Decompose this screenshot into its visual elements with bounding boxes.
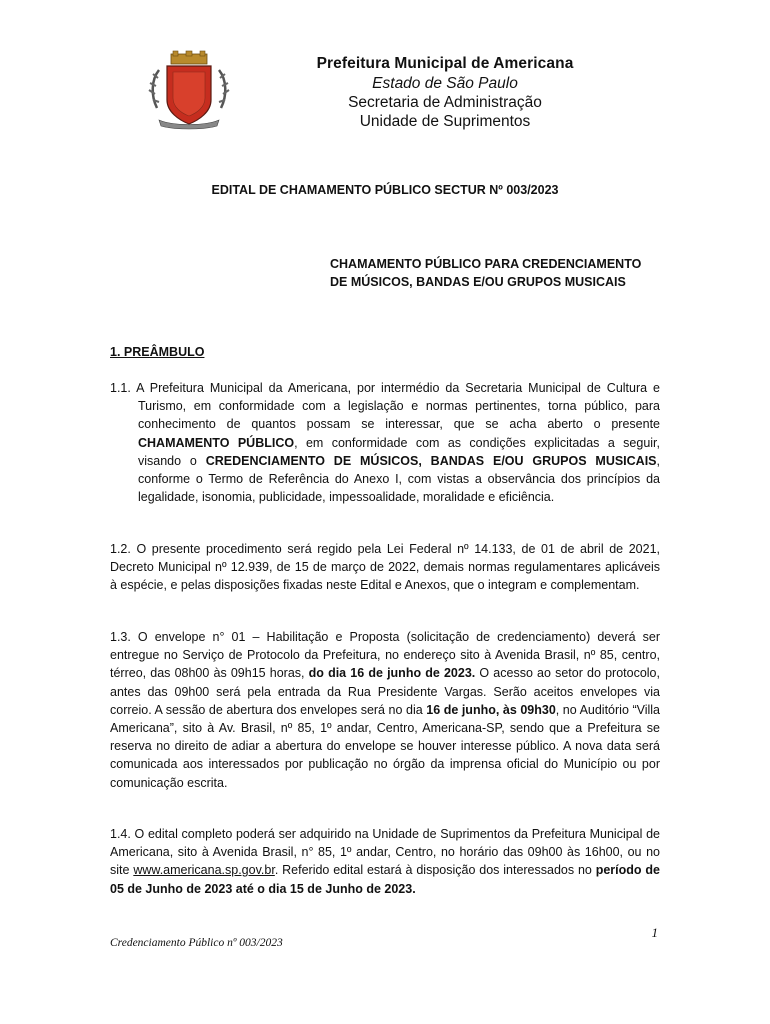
p1-bold-b: CHAMAMENTO PÚBLICO (138, 435, 295, 450)
edital-subject (330, 255, 670, 291)
letterhead (300, 54, 590, 131)
paragraph-1-1 (110, 379, 660, 506)
p3-text-a: 1.3. O envelope n° 01 – Habilitação e Proposta (solicitação de credenciamento) deverá ser entregue no Serviço de Protocolo da Prefeitura, no endereço sito à Avenida Brasil, nº 85, centro, térreo, das 08h00 às 09h15 horas, (110, 630, 660, 681)
subject-line-1: CHAMAMENTO PÚBLICO PARA CREDENCIAMENTO (330, 257, 642, 271)
p3-bold-b: do dia 16 de junho de 2023. (308, 666, 476, 681)
org-name: Prefeitura Municipal de Americana (316, 55, 574, 72)
edital-title: EDITAL DE CHAMAMENTO PÚBLICO SECTUR Nº 003/2023 (211, 183, 559, 197)
state-name: Estado de São Paulo (372, 75, 518, 92)
unit-name: Unidade de Suprimentos (359, 113, 531, 130)
p3-text-c: O acesso ao setor do protocolo, antes das 09h00 será pela entrada da Rua Presidente Vargas. Serão aceitos envelopes via correio. A sessão de abertura dos envelopes será no dia (110, 666, 660, 717)
p1-text-c: , em conformidade com as condições explicitadas a seguir, visando o (138, 435, 660, 468)
footer-text: Credenciamento Público nº 003/2023 (110, 937, 283, 949)
section-title: 1. PREÂMBULO (110, 345, 205, 359)
p4-text-a: 1.4. O edital completo poderá ser adquirido na Unidade de Suprimentos da Prefeitura Municipal de Americana, sito à Avenida Brasil, n° 85, 1º andar, Centro, no horário das 09h00 às 16h00, ou no site (110, 827, 660, 878)
p4-text-b: . Referido edital estará à disposição dos interessados no (274, 863, 596, 878)
paragraph-1-2: 1.2. O presente procedimento será regido pela Lei Federal nº 14.133, de 01 de abril de 2021, Decreto Municipal nº 12.939, de 15 de março de 2022, demais normas regulamentares aplicáveis à espécie, e pelas disposições fixadas neste Edital e Anexos, que o integram e complementam. (110, 542, 660, 593)
subject-line-2: DE MÚSICOS, BANDAS E/OU GRUPOS MUSICAIS (330, 275, 626, 289)
coat-of-arms-logo (147, 50, 231, 130)
secretariat-name: Secretaria de Administração (348, 94, 542, 111)
website-link[interactable]: www.americana.sp.gov.br (133, 863, 275, 878)
page-number: 1 (651, 925, 658, 940)
paragraph-1-4 (110, 825, 660, 898)
p4-bold-c: período de 05 de Junho de 2023 até o dia 15 de Junho de 2023. (110, 863, 660, 896)
p1-bold-d: CREDENCIAMENTO DE MÚSICOS, BANDAS E/OU GRUPOS MUSICAIS (205, 453, 657, 468)
p3-bold-d: 16 de junho, às 09h30 (426, 702, 556, 717)
p1-text-a: 1.1. A Prefeitura Municipal da Americana, por intermédio da Secretaria Municipal de Cultura e Turismo, em conformidade com a legislação e normas pertinentes, torna público, para conhecimento de quantos possam se interessar, que se acha aberto o presente (110, 381, 660, 432)
p3-text-e: , no Auditório “Villa Americana”, sito à Av. Brasil, nº 85, 1º andar, Centro, Americana-SP, sendo que a Prefeitura se reserva no direito de adiar a abertura do envelope se houver interesse público. A nova data será comunicada aos interessados por publicação no órgão da imprensa oficial do Município ou por comunicação escrita. (110, 702, 661, 790)
p1-text-e: , conforme o Termo de Referência do Anexo I, com vistas a observância dos princípios da legalidade, isonomia, publicidade, impessoalidade, moralidade e eficiência. (138, 453, 660, 505)
paragraph-1-3 (110, 628, 660, 792)
